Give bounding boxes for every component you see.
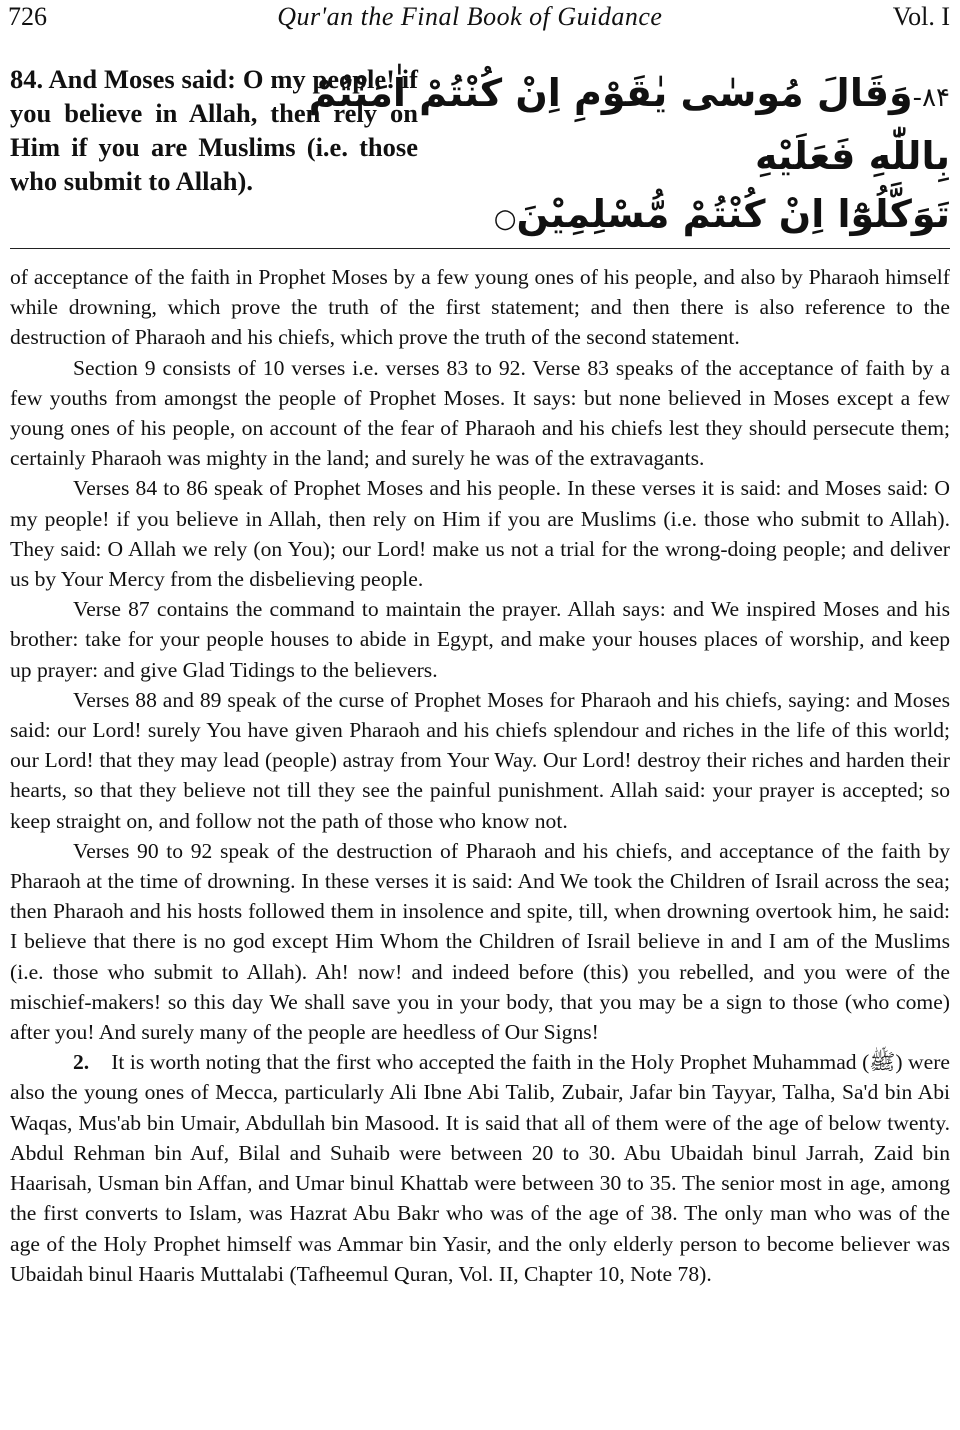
- arabic-line-3: [493, 185, 950, 248]
- verse-number: 84.: [10, 64, 44, 94]
- divider-rule: [10, 248, 950, 249]
- arabic-line-3-text: تَوَكَّلُوْٓا اِنْ كُنْتُمْ مُّسْلِمِيْنَ: [516, 192, 950, 236]
- page-number: 726: [8, 2, 47, 31]
- verse-arabic: [308, 64, 950, 248]
- page-header: [8, 2, 950, 34]
- numbered-paragraph: [10, 1047, 950, 1289]
- arabic-line-1: [308, 64, 950, 127]
- paragraph: of acceptance of the faith in Prophet Moses by a few young ones of his people, and also by Pharaoh himself while drowning, which prove the truth of the first statement; and then there is also reference to the destruction of Pharaoh and his chiefs, which prove the truth of the second statement.: [10, 265, 950, 350]
- volume-label: Vol. I: [892, 2, 950, 31]
- book-title: Qur'an the Final Book of Guidance: [277, 2, 663, 31]
- paragraph-number: 2.: [73, 1050, 90, 1075]
- commentary-body: [10, 262, 950, 1289]
- paragraph: Section 9 consists of 10 verses i.e. verses 83 to 92. Verse 83 speaks of the acceptance of faith by a few youths from amongst the people of Prophet Moses. It says: but none believed in Moses except a few young ones of his people, on account of the fear of Pharaoh and his chiefs lest they should persecute them; certainly Pharaoh was mighty in the land; and surely he was of the extravagants.: [10, 355, 950, 471]
- verse-end-marker: ○: [493, 204, 517, 234]
- paragraph: Verses 88 and 89 speak of the curse of Prophet Moses for Pharaoh and his chiefs, saying: and Moses said: our Lord! surely You have given Pharaoh and his chiefs splendour and riches in the life of this world; our Lord! that they may lead (people) astray from Your Way. Our Lord! destroy their riches and harden their hearts, so that they believe not till they see the painful punishment. Allah said: your prayer is accepted; so keep straight on, and follow not the path of those who know not.: [10, 687, 950, 833]
- arabic-line-2: بِاللّٰهِ فَعَلَيْهِ: [755, 134, 950, 178]
- verse-block: [10, 62, 950, 240]
- arabic-line-1-text: وَقَالَ مُوسٰى يٰقَوْمِ اِنْ كُنْتُمْ اٰمَنْتُمْ: [308, 71, 913, 115]
- arabic-verse-number: ۸۴-: [912, 83, 950, 113]
- paragraph: Verses 84 to 86 speak of Prophet Moses and his people. In these verses it is said: and Moses said: O my people! if you believe in Allah, then rely on Him if you are Muslims (i.e. those who submit to Allah). They said: O Allah we rely (on You); our Lord! make us not a trial for the wrong-doing people; and deliver us by Your Mercy from the disbelieving people.: [10, 476, 950, 592]
- paragraph: Verses 90 to 92 speak of the destruction of Pharaoh and his chiefs, and acceptance of the faith by Pharaoh at the time of drowning. In these verses it is said: And We took the Children of Israil across the sea; then Pharaoh and his hosts followed them in insolence and spite, till, when drowning overtook him, he said: I believe that there is no god except Him Whom the Children of Israil believe in and I am of the Muslims (i.e. those who submit to Allah). Ah! now! and indeed before (this) you rebelled, and you were of the mischief-makers! so this day We shall save you in your body, that you may be a sign to those (who come) after you! And surely many of the people are heedless of Our Signs!: [10, 838, 950, 1045]
- verse-english-text: And Moses said: O my people! if you believe in Allah, then rely on Him if you are Muslims (i.e. those who submit to Allah).: [10, 64, 418, 196]
- paragraph: Verse 87 contains the command to maintain the prayer. Allah says: and We inspired Moses and his brother: take for your people houses to abide in Egypt, and make your houses places of worship, and keep up prayer: and give Glad Tidings to the believers.: [10, 597, 950, 682]
- paragraph-text: It is worth noting that the first who accepted the faith in the Holy Prophet Muhammad (ﷺ) were also the young ones of Mecca, particularly Ali Ibne Abi Talib, Zubair, Jafar bin Tayyar, Talha, Sa'd bin Abi Waqas, Mus'ab bin Umair, Abdullah bin Masood. It is said that all of them were of the age of below twenty. Abdul Rehman bin Auf, Bilal and Suhaib were between 20 to 30. Abu Ubaidah binul Jarrah, Zaid bin Haarisah, Usman bin Affan, and Umar binul Khattab were between 30 to 35. The senior most in age, among the first converts to Islam, was Hazrat Abu Bakr who was of the age of 38. The only man who was of the age of the Holy Prophet himself was Ammar bin Yasir, and the only elderly person to become believer was Ubaidah binul Haaris Muttalabi (Tafheemul Quran, Vol. II, Chapter 10, Note 78).: [10, 1050, 950, 1286]
